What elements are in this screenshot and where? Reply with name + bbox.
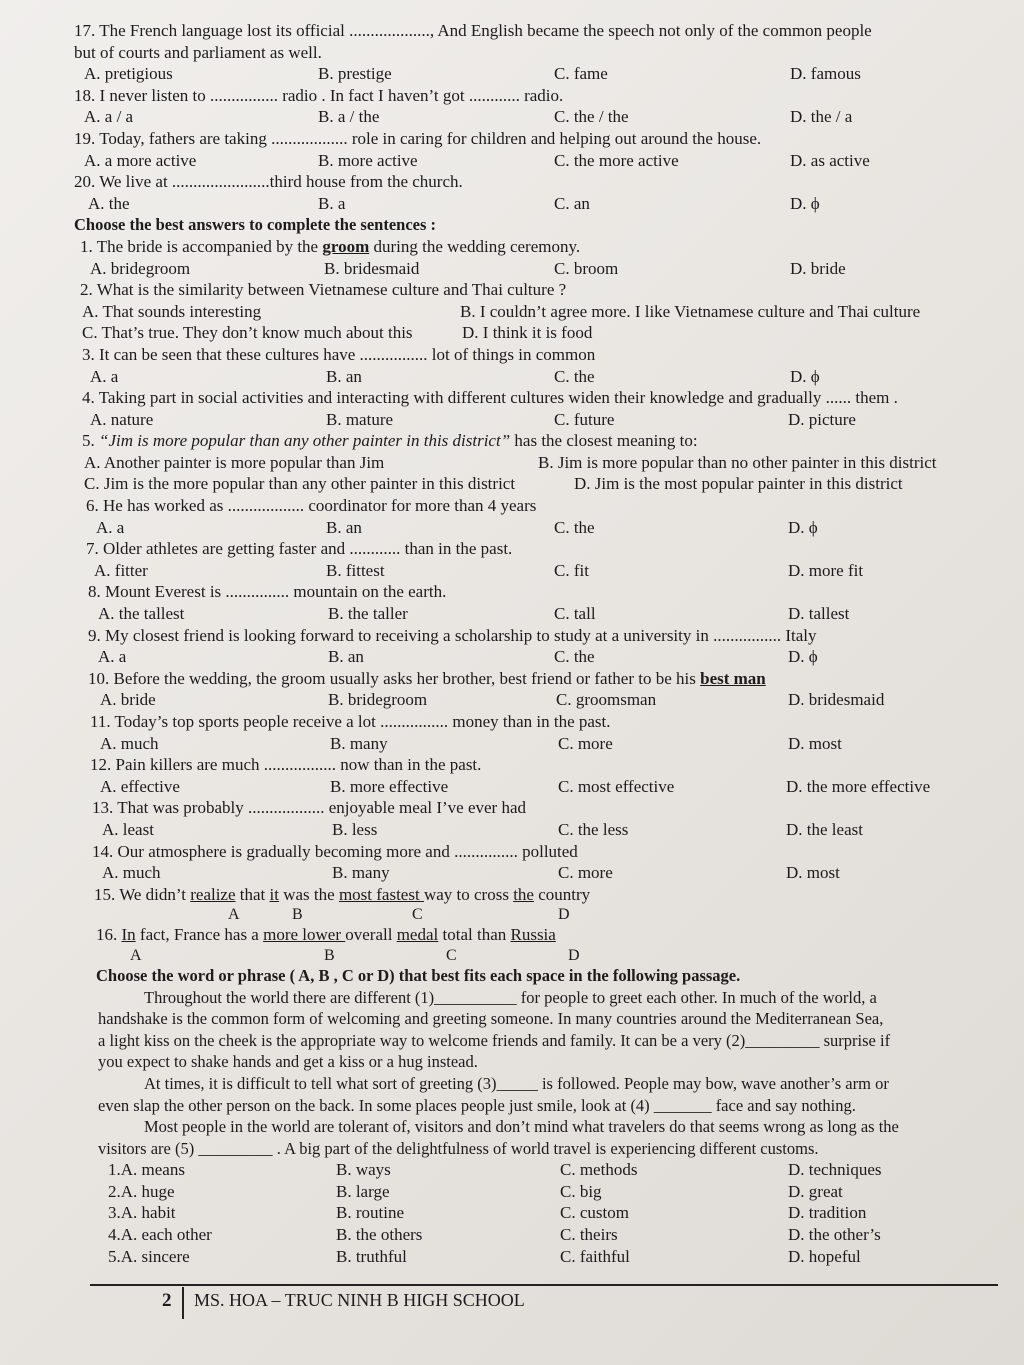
question-19-options <box>74 150 988 172</box>
option-c: C. big <box>560 1181 602 1201</box>
option-c: C. the less <box>558 819 629 839</box>
option-b: B. an <box>326 517 362 537</box>
passage-text: is followed. People may bow, wave another’s arm or <box>537 1073 889 1093</box>
question-3-options <box>74 366 988 388</box>
underlined-part-d: Russia <box>510 925 556 945</box>
underlined-part-b: more lower <box>263 925 346 945</box>
option-b: B. bridesmaid <box>324 258 420 278</box>
page-footer <box>90 1284 998 1311</box>
option-b: B. many <box>332 863 390 883</box>
stem-text: 15. We didn’t <box>94 884 191 904</box>
option-c: C. theirs <box>560 1225 618 1245</box>
stem-text: way to cross <box>423 884 514 904</box>
passage-text: a light kiss on the cheek is the appropriate way to welcome friends and family. It can be a very (2) <box>98 1030 746 1050</box>
reading-passage <box>74 987 988 1160</box>
option-b: B. the others <box>336 1225 423 1245</box>
option-c: C. groomsman <box>556 690 657 710</box>
option-b: B. ways <box>336 1160 391 1180</box>
option-d: D. the / a <box>790 107 853 127</box>
option-b: B. fittest <box>326 560 385 580</box>
answer-row-3 <box>74 1202 988 1224</box>
answer-row-2 <box>74 1181 988 1203</box>
option-b: B. less <box>332 819 378 839</box>
option-a: A. much <box>100 733 159 753</box>
question-6-options <box>74 517 988 539</box>
option-d: D. picture <box>788 409 856 429</box>
option-d: D. bride <box>790 258 846 278</box>
underlined-part-b: it <box>269 884 279 904</box>
question-10-stem <box>74 668 988 690</box>
option-b: B. many <box>330 733 388 753</box>
option-c: C. faithful <box>560 1246 630 1266</box>
question-7-options <box>74 560 988 582</box>
option-a: A. a more active <box>84 150 197 170</box>
passage-text: even slap the other person on the back. In some places people just smile, look at (4) <box>98 1095 654 1115</box>
question-1-stem <box>74 236 988 258</box>
option-a: A. That sounds interesting <box>82 301 262 321</box>
question-3-stem: 3. It can be seen that these cultures have ................ lot of things in common <box>82 344 596 364</box>
option-b: B. more effective <box>330 776 449 796</box>
option-d: D. tallest <box>788 604 850 624</box>
option-c: C. most effective <box>558 776 675 796</box>
stem-text: that <box>235 884 270 904</box>
option-a: 4.A. each other <box>108 1225 212 1245</box>
option-a: 5.A. sincere <box>108 1246 190 1266</box>
option-a: A. a / a <box>84 107 134 127</box>
question-7-stem: 7. Older athletes are getting faster and ............ than in the past. <box>86 539 513 559</box>
option-d: D. the other’s <box>788 1225 881 1245</box>
option-d: D. the least <box>786 819 863 839</box>
option-a: A. bride <box>100 690 156 710</box>
question-2-stem: 2. What is the similarity between Vietnamese culture and Thai culture ? <box>80 280 567 300</box>
question-2-options-row2 <box>74 322 988 344</box>
option-a: A. a <box>98 647 127 667</box>
question-1-options <box>74 258 988 280</box>
question-12-stem: 12. Pain killers are much ................. now than in the past. <box>90 755 482 775</box>
option-c: C. custom <box>560 1203 629 1223</box>
option-a: A. bridegroom <box>90 258 191 278</box>
passage-line <box>98 1138 964 1160</box>
passage-text: Throughout the world there are different (1) <box>144 987 435 1007</box>
option-d: D. Jim is the most popular painter in this district <box>574 474 903 494</box>
question-20-options <box>74 193 988 215</box>
option-d: D. ϕ <box>790 193 820 213</box>
option-d: D. ϕ <box>788 647 818 667</box>
option-a: 2.A. huge <box>108 1181 175 1201</box>
option-c: C. more <box>558 863 613 883</box>
answer-row-1 <box>74 1159 988 1181</box>
question-17-stem-cont: but of courts and parliament as well. <box>74 42 322 62</box>
option-d: D. famous <box>790 64 861 84</box>
question-11-stem: 11. Today’s top sports people receive a lot ................ money than in the past. <box>90 712 611 731</box>
passage-line <box>98 1073 964 1095</box>
letter-c: C <box>412 906 423 924</box>
option-b: B. prestige <box>318 64 392 84</box>
question-2-options-row1 <box>74 301 988 323</box>
option-d: D. ϕ <box>790 366 820 386</box>
page-number: 2 <box>162 1290 172 1311</box>
question-10-options <box>74 689 988 711</box>
question-15-stem <box>74 884 988 906</box>
blank-1: __________ <box>434 987 517 1007</box>
question-14-options <box>74 862 988 884</box>
question-20-stem: 20. We live at .......................third house from the church. <box>74 172 463 192</box>
question-19-stem: 19. Today, fathers are taking .................. role in caring for children and helping out around the house. <box>74 128 762 148</box>
passage-text: . A big part of the delightfulness of world travel is experiencing different customs. <box>272 1138 819 1158</box>
question-8-options <box>74 603 988 625</box>
stem-text: 16. <box>96 925 122 945</box>
option-a: 1.A. means <box>108 1160 185 1180</box>
underlined-part-d: the <box>513 884 534 904</box>
question-13-options <box>74 819 988 841</box>
letter-d: D <box>558 906 570 924</box>
option-b: B. truthful <box>336 1246 407 1266</box>
option-a: A. pretigious <box>84 64 173 84</box>
option-a: A. effective <box>100 776 180 796</box>
stem-text: 5. <box>82 431 99 451</box>
question-18-options <box>74 106 988 128</box>
letter-c: C <box>446 946 457 964</box>
option-a: A. fitter <box>94 560 148 580</box>
underlined-part-a: In <box>121 925 136 945</box>
stem-text: was the <box>278 884 339 904</box>
option-b: B. an <box>328 647 364 667</box>
option-d: D. ϕ <box>788 517 818 537</box>
question-16-letters <box>74 946 988 965</box>
section-heading-sentences: Choose the best answers to complete the sentences : <box>74 215 437 235</box>
option-c: C. the <box>554 647 595 667</box>
question-13-stem: 13. That was probably .................. enjoyable meal I’ve ever had <box>92 798 526 818</box>
stem-text: total than <box>438 925 511 945</box>
question-17-options <box>74 63 988 85</box>
option-a: A. least <box>102 819 154 839</box>
stem-text: 1. The bride is accompanied by the <box>80 236 323 256</box>
school-name: MS. HOA – TRUC NINH B HIGH SCHOOL <box>194 1290 525 1310</box>
question-6-stem: 6. He has worked as .................. coordinator for more than 4 years <box>86 496 537 516</box>
blank-5: _________ <box>198 1138 273 1158</box>
option-d: D. most <box>788 733 842 753</box>
passage-line <box>98 987 964 1009</box>
passage-text: surprise if <box>819 1030 891 1050</box>
blank-2: _________ <box>745 1030 820 1050</box>
option-a: A. a <box>96 517 125 537</box>
question-9-options <box>74 646 988 668</box>
option-b: B. routine <box>336 1203 404 1223</box>
option-b: B. an <box>326 366 362 386</box>
letter-a: A <box>228 906 240 924</box>
option-c: C. methods <box>560 1160 638 1180</box>
underlined-part-a: realize <box>190 884 236 904</box>
underlined-part-c: medal <box>396 925 439 945</box>
option-d: D. more fit <box>788 560 864 580</box>
option-c: C. more <box>558 733 613 753</box>
section-heading-passage: Choose the word or phrase ( A, B , C or D) that best fits each space in the following passage. <box>96 965 741 985</box>
passage-text: At times, it is difficult to tell what sort of greeting (3) <box>144 1073 497 1093</box>
option-c: C. the <box>554 517 595 537</box>
passage-text: visitors are (5) <box>98 1138 199 1158</box>
question-18-stem: 18. I never listen to ................ radio . In fact I haven’t got ............ radio. <box>74 85 564 105</box>
question-5-options-row1 <box>74 452 988 474</box>
letter-b: B <box>292 906 303 924</box>
option-d: D. I think it is food <box>462 323 593 343</box>
passage-text: face and say nothing. <box>711 1095 856 1115</box>
option-a: A. the <box>88 193 130 213</box>
option-d: D. bridesmaid <box>788 690 885 710</box>
option-b: B. mature <box>326 409 394 429</box>
passage-line <box>98 1030 964 1052</box>
option-b: B. the taller <box>328 604 408 624</box>
letter-b: B <box>324 946 335 964</box>
question-12-options <box>74 776 988 798</box>
option-a: A. the tallest <box>98 604 185 624</box>
passage-answers <box>74 1159 988 1267</box>
option-c: C. fame <box>554 64 608 84</box>
stem-text: fact, France has a <box>135 925 264 945</box>
stem-text: has the closest meaning to: <box>510 431 698 451</box>
option-b: B. a <box>318 193 346 213</box>
option-a: A. Another painter is more popular than Jim <box>84 452 385 472</box>
question-14-stem: 14. Our atmosphere is gradually becoming more and ............... polluted <box>92 841 578 861</box>
blank-4: _______ <box>653 1095 712 1115</box>
option-d: D. great <box>788 1181 843 1201</box>
letter-d: D <box>568 946 580 964</box>
question-4-stem: 4. Taking part in social activities and interacting with different cultures widen their knowledge and gradually ...... them . <box>82 388 898 408</box>
stem-text: 10. Before the wedding, the groom usually asks her brother, best friend or father to be his <box>88 668 701 688</box>
underlined-part-c: most fastest <box>338 884 424 904</box>
option-d: D. most <box>786 863 840 883</box>
option-d: D. as active <box>790 150 870 170</box>
option-c: C. the <box>554 366 595 386</box>
quoted-sentence: “Jim is more popular than any other painter in this district” <box>99 431 511 451</box>
option-c: C. an <box>554 193 590 213</box>
question-5-options-row2 <box>74 473 988 495</box>
option-b: B. Jim is more popular than no other painter in this district <box>538 452 937 472</box>
option-b: B. I couldn’t agree more. I like Vietnamese culture and Thai culture <box>460 301 921 321</box>
question-5-stem <box>74 430 988 452</box>
option-c: C. That’s true. They don’t know much about this <box>82 323 413 343</box>
question-4-options <box>74 409 988 431</box>
passage-line: handshake is the common form of welcoming and greeting someone. In many countries around the Mediterranean Sea, <box>98 1009 884 1029</box>
question-15-letters <box>74 905 988 924</box>
option-a: 3.A. habit <box>108 1203 176 1223</box>
stem-text: overall <box>345 925 397 945</box>
option-a: A. much <box>102 863 161 883</box>
option-c: C. the more active <box>554 150 679 170</box>
option-c: C. tall <box>554 604 596 624</box>
option-c: C. the / the <box>554 107 629 127</box>
passage-line: you expect to shake hands and get a kiss or a hug instead. <box>98 1052 478 1072</box>
option-b: B. more active <box>318 150 418 170</box>
option-b: B. bridegroom <box>328 690 428 710</box>
stem-text: country <box>533 884 591 904</box>
option-d: D. tradition <box>788 1203 867 1223</box>
question-16-stem <box>74 924 988 946</box>
blank-3: _____ <box>496 1073 538 1093</box>
option-c: C. future <box>554 409 615 429</box>
option-b: B. large <box>336 1181 390 1201</box>
option-a: A. nature <box>90 409 154 429</box>
option-d: D. techniques <box>788 1160 882 1180</box>
stem-text: during the wedding ceremony. <box>369 236 581 256</box>
passage-line <box>98 1095 964 1117</box>
question-9-stem: 9. My closest friend is looking forward to receiving a scholarship to study at a university in ................ Italy <box>88 625 817 645</box>
answer-row-5 <box>74 1246 988 1268</box>
option-a: A. a <box>90 366 119 386</box>
answer-row-4 <box>74 1224 988 1246</box>
passage-line: Most people in the world are tolerant of, visitors and don’t mind what travelers do that seems wrong as long as the <box>144 1117 899 1137</box>
option-b: B. a / the <box>318 107 380 127</box>
option-d: D. hopeful <box>788 1246 861 1266</box>
underlined-word: best man <box>700 668 766 688</box>
question-11-options <box>74 733 988 755</box>
option-c: C. Jim is the more popular than any other painter in this district <box>84 474 516 494</box>
option-c: C. broom <box>554 258 619 278</box>
question-8-stem: 8. Mount Everest is ............... mountain on the earth. <box>88 582 447 602</box>
option-c: C. fit <box>554 560 589 580</box>
option-d: D. the more effective <box>786 776 931 796</box>
passage-text: for people to greet each other. In much of the world, a <box>516 987 877 1007</box>
footer-divider <box>182 1287 184 1319</box>
question-17-stem: 17. The French language lost its official ..................., And English became the speech not only of the common people <box>74 21 872 40</box>
underlined-word: groom <box>322 236 370 256</box>
letter-a: A <box>130 946 142 964</box>
